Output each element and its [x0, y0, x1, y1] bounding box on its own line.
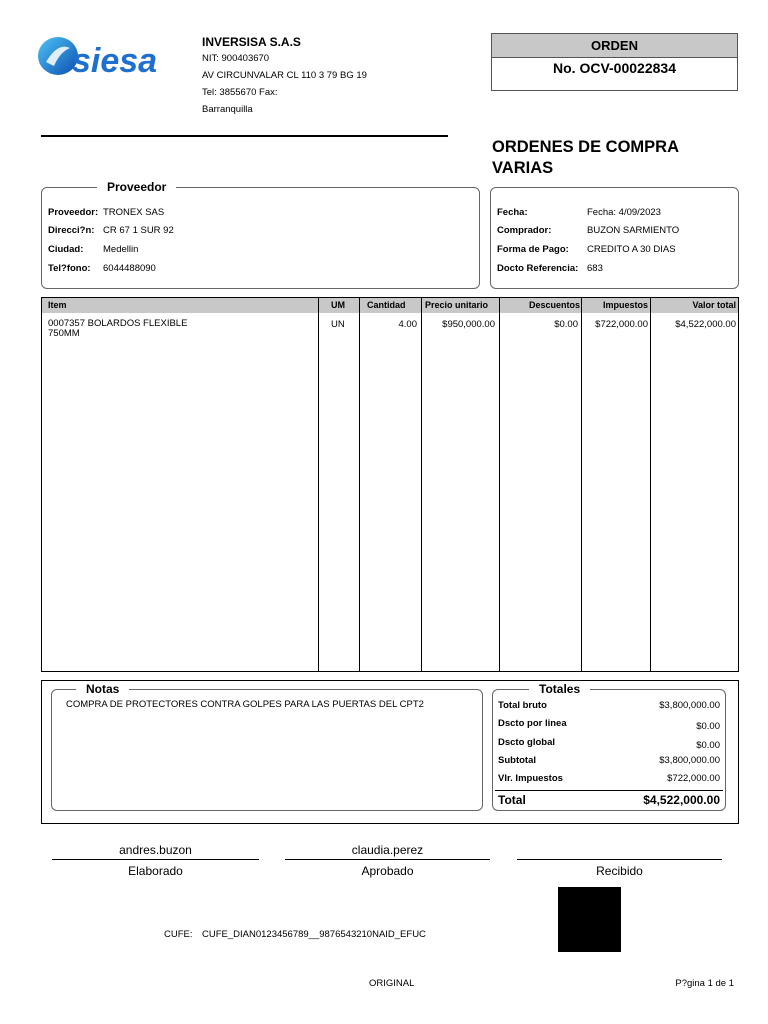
header-quantity: Cantidad	[367, 300, 406, 310]
company-info	[202, 35, 367, 121]
payment-label: Forma de Pago:	[497, 244, 569, 255]
header-taxes: Impuestos	[602, 300, 648, 310]
header-discounts: Descuentos	[528, 300, 580, 310]
reference-label: Docto Referencia:	[497, 263, 579, 274]
item-tax: $722,000.00	[595, 319, 648, 330]
company-name: INVERSISA S.A.S	[202, 35, 301, 49]
supplier-legend: Proveedor	[97, 180, 176, 194]
approved-by-name: claudia.perez	[351, 843, 424, 857]
totals-legend: Totales	[529, 682, 590, 696]
order-header: ORDEN	[492, 34, 737, 58]
phone-label: Tel?fono:	[48, 263, 91, 274]
notes-legend: Notas	[76, 682, 129, 696]
notes-text: COMPRA DE PROTECTORES CONTRA GOLPES PARA LAS PUERTAS DEL CPT2	[66, 699, 424, 710]
gross-total-value: $3,800,000.00	[659, 700, 720, 711]
grand-total-label: Total	[498, 793, 526, 807]
global-discount-label: Dscto global	[498, 737, 556, 748]
date-value: Fecha: 4/09/2023	[587, 207, 661, 218]
line-discount-label: Dscto por linea	[498, 718, 567, 729]
cufe-value: CUFE_DIAN0123456789__9876543210NAID_EFUC	[202, 929, 426, 940]
payment-value: CREDITO A 30 DIAS	[587, 244, 676, 255]
column-divider	[581, 298, 582, 671]
date-label: Fecha:	[497, 207, 528, 218]
signature-line	[517, 859, 722, 860]
header-um: UM	[331, 300, 345, 310]
phone-value: 6044488090	[103, 263, 156, 274]
tax-total-value: $722,000.00	[667, 773, 720, 784]
header-item: Item	[48, 300, 67, 310]
column-divider	[499, 298, 500, 671]
header-unit-price: Precio unitario	[425, 300, 489, 310]
item-description-cont: 750MM	[48, 328, 80, 339]
company-nit: NIT: 900403670	[202, 53, 270, 64]
siesa-logo	[36, 32, 192, 82]
global-discount-value: $0.00	[696, 740, 720, 751]
page-number: P?gina 1 de 1	[675, 978, 734, 989]
column-divider	[359, 298, 360, 671]
received-by-role: Recibido	[596, 864, 643, 878]
total-row	[498, 755, 722, 766]
gross-total-label: Total bruto	[498, 700, 547, 711]
prepared-by-role: Elaborado	[128, 864, 183, 878]
total-row	[498, 718, 722, 732]
buyer-value: BUZON SARMIENTO	[587, 225, 680, 236]
column-divider	[318, 298, 319, 671]
copy-label: ORIGINAL	[369, 978, 415, 989]
grand-total-value: $4,522,000.00	[643, 793, 720, 807]
company-city: Barranquilla	[202, 104, 253, 115]
tax-total-label: Vlr. Impuestos	[498, 773, 563, 784]
header-total-value: Valor total	[692, 300, 736, 310]
address-label: Direcci?n:	[48, 225, 95, 236]
total-row	[498, 773, 722, 784]
city-label: Ciudad:	[48, 244, 84, 255]
totals-divider	[495, 790, 723, 791]
order-number: No. OCV-00022834	[553, 60, 676, 76]
document-title: ORDENES DE COMPRA VARIAS	[492, 138, 679, 177]
logo-text: siesa	[72, 42, 158, 80]
item-description: 0007357 BOLARDOS FLEXIBLE	[48, 318, 188, 329]
notes-box	[51, 682, 483, 811]
supplier-box	[41, 180, 480, 289]
column-divider	[421, 298, 422, 671]
order-info-box	[490, 187, 739, 289]
signature-line	[52, 859, 259, 860]
company-address: AV CIRCUNVALAR CL 110 3 79 BG 19	[202, 70, 367, 81]
approved-by-role: Aprobado	[361, 864, 414, 878]
buyer-label: Comprador:	[497, 225, 552, 236]
item-total: $4,522,000.00	[675, 319, 736, 330]
subtotal-value: $3,800,000.00	[659, 755, 720, 766]
reference-value: 683	[587, 263, 603, 274]
header-divider	[41, 135, 448, 137]
qr-code	[558, 887, 621, 952]
company-phone: Tel: 3855670 Fax:	[202, 87, 278, 98]
line-discount-value: $0.00	[696, 721, 720, 732]
order-box	[491, 33, 738, 91]
grand-total-row	[498, 793, 722, 807]
supplier-value: TRONEX SAS	[103, 207, 165, 218]
totals-box	[492, 682, 726, 811]
total-row	[498, 737, 722, 751]
supplier-label: Proveedor:	[48, 207, 99, 218]
item-quantity: 4.00	[398, 319, 417, 330]
items-table	[41, 297, 739, 672]
total-row	[498, 700, 722, 711]
city-value: Medellin	[103, 244, 139, 255]
cufe-label: CUFE:	[164, 929, 193, 940]
column-divider	[650, 298, 651, 671]
address-value: CR 67 1 SUR 92	[103, 225, 174, 236]
signature-line	[285, 859, 490, 860]
prepared-by-name: andres.buzon	[119, 843, 192, 857]
item-discount: $0.00	[554, 319, 578, 330]
item-um: UN	[331, 319, 345, 330]
item-unit-price: $950,000.00	[442, 319, 495, 330]
subtotal-label: Subtotal	[498, 755, 536, 766]
